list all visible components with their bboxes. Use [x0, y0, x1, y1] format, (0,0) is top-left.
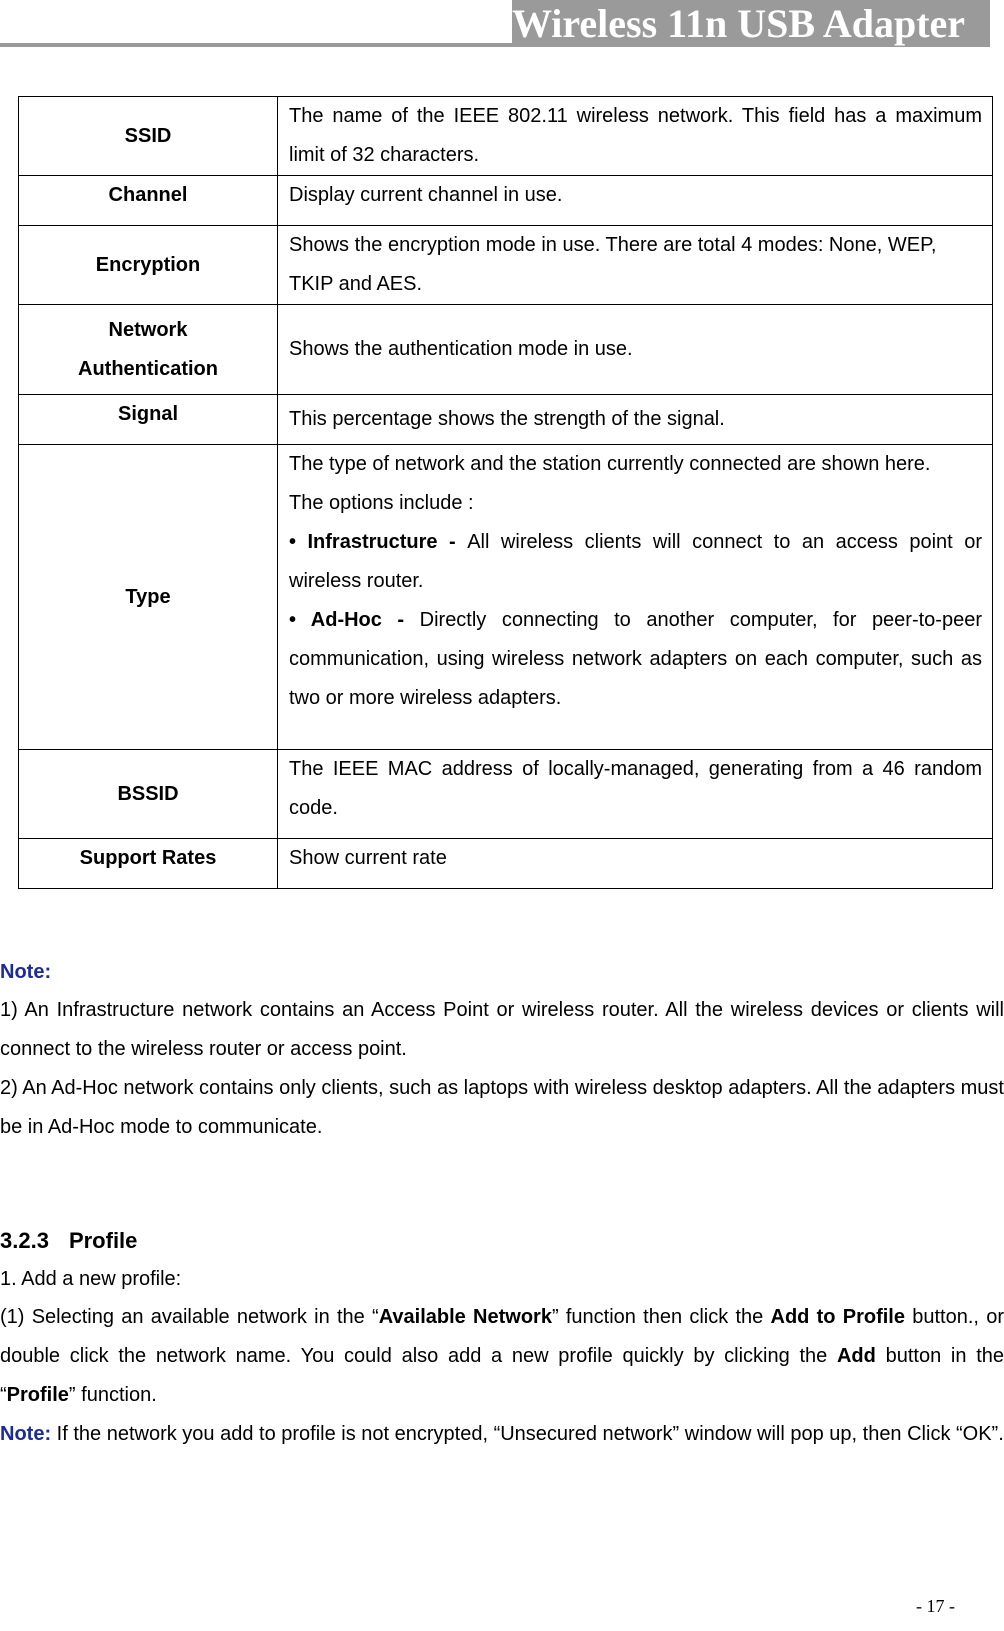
row-label: Channel	[19, 176, 278, 226]
text-run: button., or double click the network name. You could also add a new profile quickly by clicking the	[0, 1306, 1004, 1367]
table-row	[19, 750, 993, 839]
header-banner	[512, 0, 990, 47]
row-label-line: Network	[108, 318, 188, 341]
table-row	[19, 97, 993, 176]
text-run: ” function.	[68, 1384, 157, 1406]
type-infrastructure	[289, 523, 982, 601]
row-description: The name of the IEEE 802.11 wireless network. This field has a maximum limit of 32 characters.	[278, 97, 993, 176]
available-network-term: Available Network	[378, 1306, 552, 1328]
field-description-table	[18, 96, 993, 889]
row-description: Show current rate	[278, 839, 993, 889]
text-run: ” function then click the	[551, 1306, 771, 1328]
step-title: 1. Add a new profile:	[0, 1268, 182, 1290]
note-item: 1) An Infrastructure network contains an Access Point or wireless router. All the wireless devices or clients will connect to the wireless router or access point.	[0, 999, 1004, 1060]
section-note-label: Note:	[0, 1423, 52, 1445]
infrastructure-label: • Infrastructure -	[289, 531, 468, 553]
page-number: - 17 -	[916, 1596, 955, 1616]
row-description: Shows the authentication mode in use.	[278, 305, 993, 395]
header-rule	[0, 43, 512, 47]
section-note	[0, 1415, 1004, 1454]
step-paragraph	[0, 1298, 1004, 1415]
row-label-line: Authentication	[78, 357, 218, 380]
adhoc-label: • Ad-Hoc -	[289, 609, 420, 631]
section-title: Profile	[68, 1228, 138, 1253]
row-label: Support Rates	[19, 839, 278, 889]
table-row	[19, 395, 993, 445]
note-label-text: Note:	[0, 961, 52, 983]
section-heading	[0, 1221, 137, 1261]
row-label: Type	[19, 445, 278, 750]
row-description: Display current channel in use.	[278, 176, 993, 226]
row-label: Encryption	[19, 226, 278, 305]
section-note-text: If the network you add to profile is not encrypted, “Unsecured network” window will pop up, then Click “OK”.	[51, 1423, 1004, 1445]
row-description: This percentage shows the strength of the signal.	[278, 395, 993, 445]
note-label	[0, 953, 1004, 992]
text-run: button in the “	[0, 1345, 1004, 1406]
type-options: The options include :	[289, 492, 474, 514]
type-intro: The type of network and the station currently connected are shown here.	[289, 453, 931, 475]
profile-term: Profile	[6, 1384, 69, 1406]
table-row	[19, 445, 993, 750]
table-row	[19, 305, 993, 395]
note-item: 2) An Ad-Hoc network contains only clients, such as laptops with wireless desktop adapters. All the adapters must be in Ad-Hoc mode to communicate.	[0, 1077, 1004, 1138]
type-adhoc	[289, 601, 982, 718]
row-label: Signal	[19, 395, 278, 445]
adhoc-text: Directly connecting to another computer, for peer-to-peer communication, using wireless network adapters on each computer, such as two or more wireless adapters.	[289, 609, 982, 709]
text-run: (1) Selecting an available network in the “	[0, 1306, 379, 1328]
row-description: The IEEE MAC address of locally-managed, generating from a 46 random code.	[278, 750, 993, 839]
add-to-profile-term: Add to Profile	[770, 1306, 905, 1328]
section-number: 3.2.3	[0, 1228, 49, 1253]
table-row	[19, 226, 993, 305]
row-description: Shows the encryption mode in use. There are total 4 modes: None, WEP, TKIP and AES.	[278, 226, 993, 305]
row-label	[19, 305, 278, 395]
infrastructure-text: All wireless clients will connect to an access point or wireless router.	[289, 531, 982, 592]
header-title: Wireless 11n USB Adapter	[512, 1, 966, 46]
table-row	[19, 176, 993, 226]
row-description	[278, 445, 993, 750]
row-label: BSSID	[19, 750, 278, 839]
add-term: Add	[836, 1345, 876, 1367]
table-row	[19, 839, 993, 889]
row-label: SSID	[19, 97, 278, 176]
